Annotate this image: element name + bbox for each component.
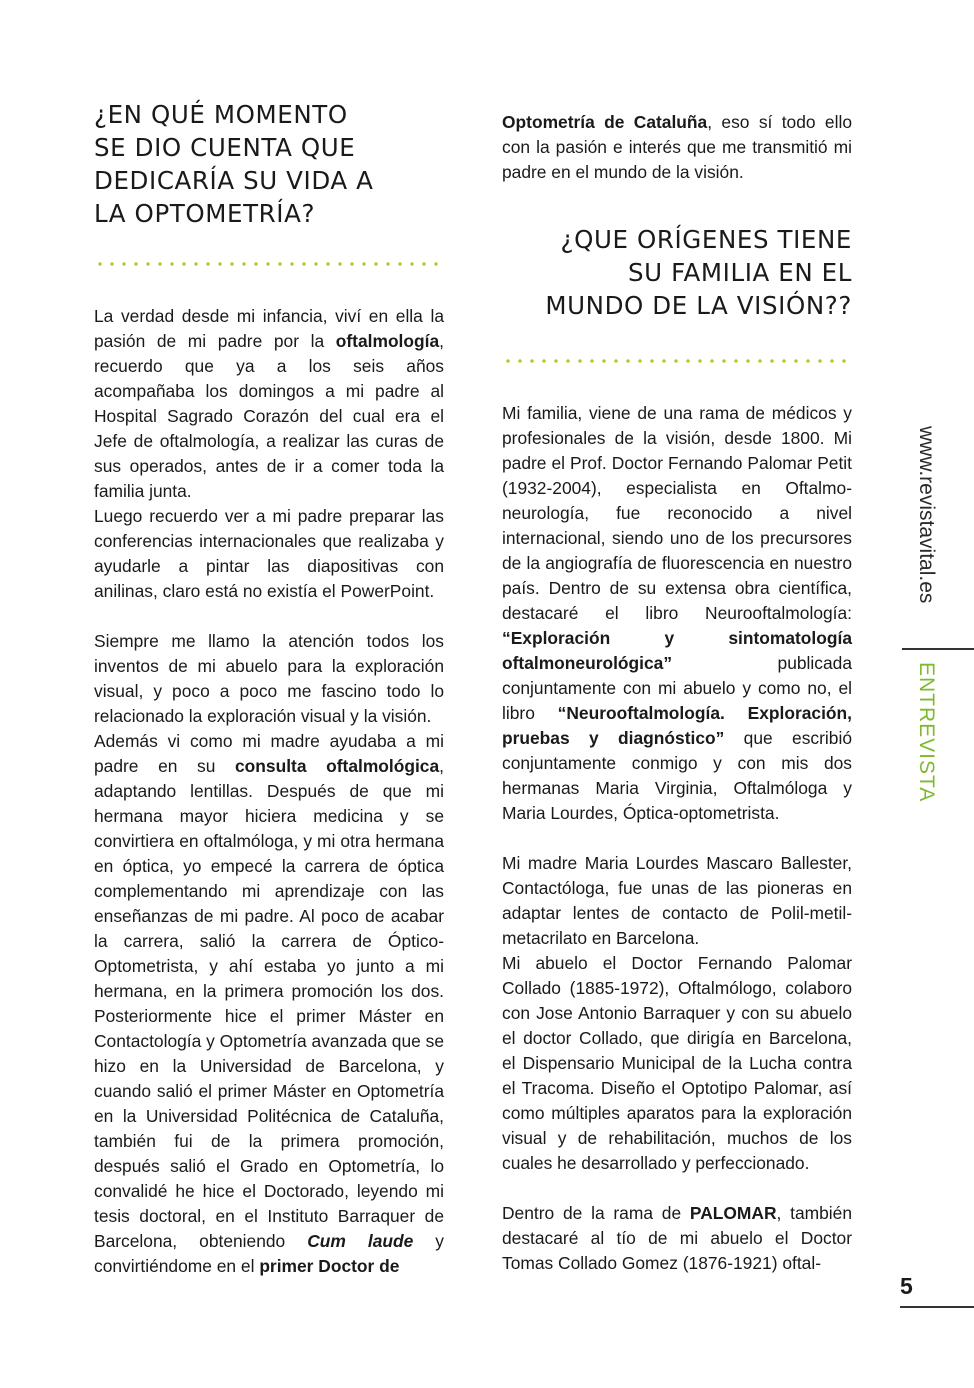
heading-line: SU FAMILIA EN EL [628, 258, 852, 287]
paragraph: Mi abuelo el Doctor Fernando Palomar Collado (1885-1972), Oftalmólogo, colaboro con Jose Antonio Barraquer y con su abuelo el doctor Collado, que dirigía en Barcelona, el Dispensario Municipal de la Lucha contra el Tracoma. Diseño el Optotipo Palomar, así como múltiples aparatos para la exploración visual y de rehabilitación, muchos de los cuales he desarrollado y perfeccionado. [502, 953, 852, 1173]
bold-term: oftalmología [335, 331, 440, 351]
bold-term: “Neurooftalmología. Exploración, pruebas y diagnóstico” [502, 703, 852, 748]
paragraph: Optometría de Cataluña, eso sí todo ello con la pasión e interés que me transmitió mi padre en el mundo de la visión. [502, 112, 852, 182]
paragraph: Mi familia, viene de una rama de médicos y profesionales de la visión, desde 1800. Mi padre el Prof. Doctor Fernando Palomar Petit (1932-2004), especialista en Oftalmo-neurología, fue reconocido a nivel internacional, siendo uno de los precursores de la angiografía de fluorescencia en nuestro país. Dentro de su extensa obra científica, destacaré el libro Neurooftalmología: “Exploración y sintomatología oftalmoneurológica” publicada conjuntamente con mi abuelo y como no, el libro “Neurooftalmología. Exploración, pruebas y diagnóstico” que escribió conjuntamente conmigo y con mis dos hermanas Maria Virginia, Oftalmóloga y Maria Lourdes, Óptica-optometrista. [502, 403, 852, 823]
heading-line: SE DIO CUENTA QUE [94, 133, 356, 162]
paragraph: Dentro de la rama de PALOMAR, también destacaré al tío de mi abuelo el Doctor Tomas Collado Gomez (1876-1921) oftal- [502, 1203, 852, 1273]
paragraph: La verdad desde mi infancia, viví en ella la pasión de mi padre por la oftalmología, recuerdo que ya a los seis años acompañaba los domingos a mi padre al Hospital Sagrado Corazón del cual era el Jefe de oftalmología, a realizar las curas de sus operados, antes de ir a comer toda la familia junta. [94, 306, 444, 501]
left-column [94, 96, 444, 1279]
heading-line: ¿EN QUÉ MOMENTO [94, 100, 348, 129]
section-label [914, 662, 938, 803]
question-heading-2 [502, 223, 852, 322]
bold-term: consulta oftalmológica [235, 756, 440, 776]
italic-term: Cum laude [307, 1231, 414, 1251]
bold-term: PALOMAR [689, 1203, 777, 1223]
heading-line: MUNDO DE LA VISIÓN?? [545, 291, 852, 320]
website-url-text[interactable]: www.revistavital.es [915, 426, 938, 604]
bold-term: Optometría de Cataluña [502, 112, 708, 132]
page-number-rule [900, 1306, 974, 1308]
paragraph: Siempre me llamo la atención todos los inventos de mi abuelo para la exploración visual, y poco a poco me fascino todo lo relacionado la exploración visual y la visión. [94, 631, 444, 726]
bold-term: primer Doctor de [259, 1256, 400, 1276]
paragraph: Mi madre Maria Lourdes Mascaro Ballester, Contactóloga, fue unas de las pioneras en adaptar lentes de contacto de Polil-metil-metacrilato en Barcelona. [502, 853, 852, 948]
paragraph: Además vi como mi madre ayudaba a mi padre en su consulta oftalmológica, adaptando lentillas. Después de que mi hermana mayor hiciera medicina y se convirtiera en oftalmóloga, y mi otra hermana en óptica, yo empecé la carrera de óptica complementando mi aprendizaje con las enseñanzas de mi padre. Al poco de acabar la carrera, salió la carrera de Óptico-Optometrista, y ahí estaba yo junto a mi hermana, en la primera promoción los dos. Posteriormente hice el primer Máster en Contactología y Optometría avanzada que se hizo en la Universidad de Barcelona, y cuando salió el primer Máster en Optometría en la Universidad Politécnica de Cataluña, también fui de la primera promoción, después salió el Grado en Optometría, lo convalidé he hice el Doctorado, leyendo mi tesis doctoral, en el Instituto Barraquer de Barcelona, obteniendo Cum laude y convirtiéndome en el primer Doctor de [94, 731, 444, 1276]
question-heading-1 [94, 98, 444, 230]
page-number: 5 [900, 1273, 913, 1299]
heading-line: DEDICARÍA SU VIDA A [94, 166, 374, 195]
right-column [502, 110, 852, 1276]
dotted-divider [94, 262, 444, 266]
paragraph: Luego recuerdo ver a mi padre preparar las conferencias internacionales que realizaba y ayudarle a pintar las diapositivas con anilinas, claro está no existía el PowerPoint. [94, 506, 444, 601]
heading-line: LA OPTOMETRÍA? [94, 199, 316, 228]
bold-term: “Exploración y sintomatología oftalmoneurológica” [502, 628, 852, 673]
website-url[interactable] [914, 426, 938, 632]
heading-line: ¿QUE ORÍGENES TIENE [560, 225, 852, 254]
dotted-divider [502, 359, 852, 363]
section-label-text: ENTREVISTA [915, 662, 938, 803]
sidebar-divider [902, 648, 974, 650]
